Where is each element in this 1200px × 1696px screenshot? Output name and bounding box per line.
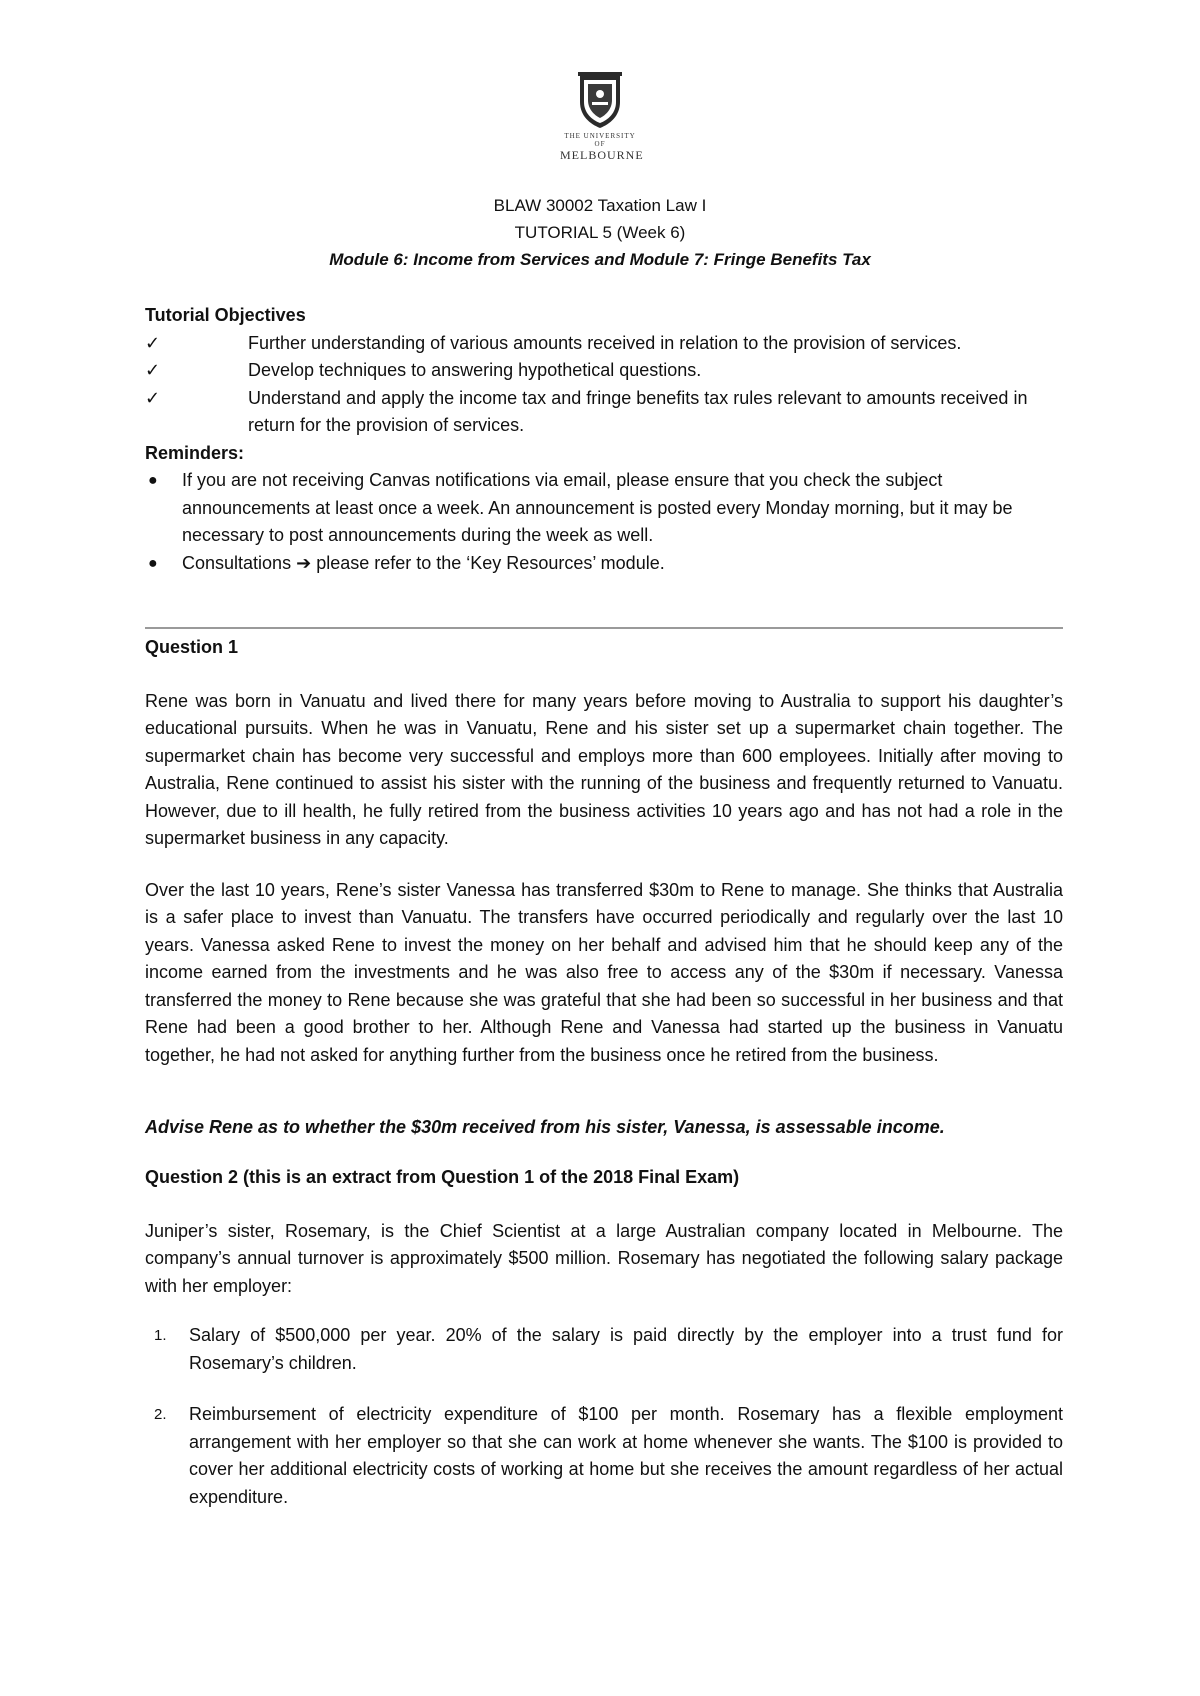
logo-line2: MELBOURNE [560, 148, 644, 162]
modules-title: Module 6: Income from Services and Module 7: Fringe Benefits Tax [329, 250, 871, 269]
reminders-heading: Reminders: [145, 442, 245, 463]
checkmark-icon: ✓ [145, 332, 161, 353]
objectives-heading: Tutorial Objectives [145, 305, 306, 325]
question1-paragraph: Over the last 10 years, Rene’s sister Vanessa has transferred $30m to Rene to manage. She thinks that Australia is a safer place to invest than Vanuatu. The transfers have occurred periodically and regularly over the last 10 years. Vanessa asked Rene to invest the money on her behalf and advised him that he should keep any of the income earned from the investments and he was also free to access any of the $30m if necessary. Vanessa transferred the money to Rene because she was grateful that she had been so successful in her business and that Rene had been a good brother to her. Although Rene and Vanessa had started up the business in Vanuatu together, he had not asked for anything further from the business once he retired from the business. [145, 879, 1063, 1065]
objective-item [145, 385, 1063, 440]
list-text: Salary of $500,000 per year. 20% of the salary is paid directly by the employer into a trust fund for Rosemary’s children. [189, 1325, 1063, 1373]
tutorial-title: TUTORIAL 5 (Week 6) [514, 223, 686, 242]
list-item [145, 1401, 1063, 1511]
objective-text: Understand and apply the income tax and fringe benefits tax rules relevant to amounts received in return for the provision of services. [248, 387, 1028, 435]
question2-section [145, 1164, 1063, 1511]
reminder-text: please refer to the ‘Key Resources’ module. [316, 552, 665, 573]
bullet-icon: ● [148, 472, 158, 489]
university-logo [560, 72, 644, 163]
list-number: 1. [154, 1327, 167, 1344]
question2-heading: Question 2 (this is an extract from Question 1 of the 2018 Final Exam) [145, 1167, 740, 1187]
reminder-text: If you are not receiving Canvas notifications via email, please ensure that you check the subject announcements at least once a week. An announcement is posted every Monday morning, but it may be necessary to post announcements during the week as well. [182, 470, 1013, 545]
question1-task [145, 1114, 1063, 1142]
arrow-right-icon: ➔ [296, 552, 312, 573]
section-divider [145, 627, 1063, 629]
bullet-icon: ● [148, 554, 158, 572]
crest-icon [576, 72, 624, 130]
consult-label: Consultations [182, 552, 292, 573]
question1-paragraph: Rene was born in Vanuatu and lived there for many years before moving to Australia to support his daughter’s educational pursuits. When he was in Vanuatu, Rene and his sister set up a supermarket chain together. The supermarket chain has become very successful and employs more than 600 employees. Initially after moving to Australia, Rene continued to assist his sister with the running of the business and frequently returned to Vanuatu. However, due to ill health, he fully retired from the business activities 10 years ago and has not had a role in the supermarket business in any capacity. [145, 690, 1063, 848]
objective-text: Further understanding of various amounts received in relation to the provision of services. [248, 332, 962, 353]
list-text: Reimbursement of electricity expenditure of $100 per month. Rosemary has a flexible employment arrangement with her employer so that she can work at home whenever she wants. The $100 is provided to cover her additional electricity costs of working at home but she receives the amount regardless of her actual expenditure. [189, 1404, 1063, 1507]
objectives-section [145, 302, 1063, 577]
objective-item [145, 330, 1063, 358]
question1-section [145, 634, 1063, 1069]
checkmark-icon: ✓ [145, 387, 161, 408]
course-title: BLAW 30002 Taxation Law I [493, 196, 707, 215]
question1-heading: Question 1 [145, 637, 239, 657]
checkmark-icon: ✓ [145, 360, 161, 380]
list-number: 2. [154, 1406, 167, 1423]
logo-line1: THE UNIVERSITY OF [564, 132, 636, 148]
list-item [145, 1322, 1063, 1377]
reminder-item [145, 467, 1063, 550]
objective-text: Develop techniques to answering hypothetical questions. [248, 360, 702, 380]
question2-intro: Juniper’s sister, Rosemary, is the Chief Scientist at a large Australian company located in Melbourne. The company’s annual turnover is approximately $500 million. Rosemary has negotiated the following salary package with her employer: [145, 1220, 1063, 1296]
question1-task-text: Advise Rene as to whether the $30m received from his sister, Vanessa, is assessable income. [145, 1117, 945, 1137]
reminder-item [145, 550, 1063, 578]
objective-item [145, 357, 1063, 385]
